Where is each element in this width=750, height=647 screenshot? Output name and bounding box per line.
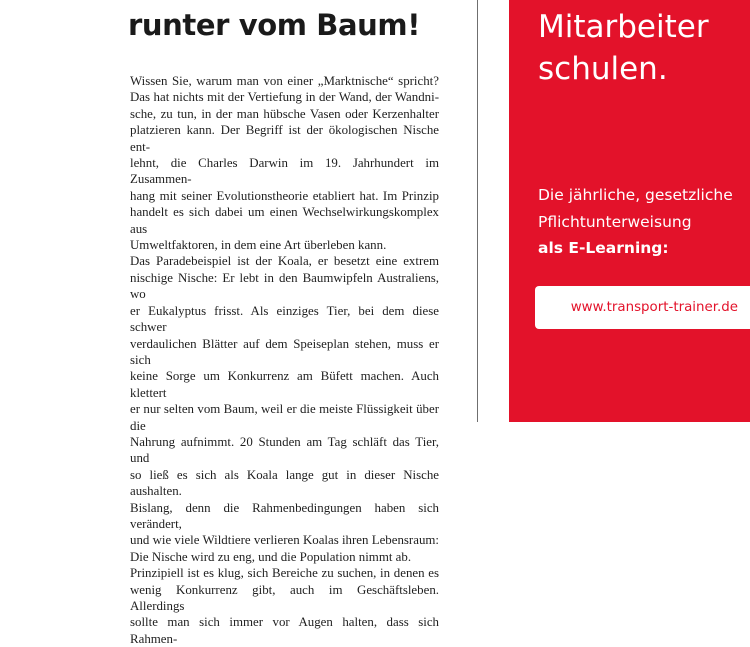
article-line: und wie viele Wildtiere verlieren Koalas ihren Lebensraum:: [130, 533, 439, 548]
ad-url-link[interactable]: www.transport-trainer.de: [570, 300, 738, 315]
ad-headline-line: Mitarbeiter: [538, 9, 709, 45]
article-heading: runter vom Baum!: [128, 8, 421, 42]
ad-headline: [538, 6, 709, 90]
ad-sub-line: Pflichtunterweisung: [538, 212, 692, 231]
article-line: Das hat nichts mit der Vertiefung in der Wand, der Wandni-: [130, 90, 439, 105]
article-line: lehnt, die Charles Darwin im 19. Jahrhundert im Zusammen-: [130, 156, 439, 187]
column-divider: [477, 0, 478, 422]
article-line: sche, zu tun, in der man hübsche Vasen oder Kerzenhalter: [130, 106, 439, 121]
ad-sub-line: Die jährliche, gesetzliche: [538, 186, 733, 204]
article-line: Wissen Sie, warum man von einer „Marktnische“ spricht?: [130, 74, 439, 88]
article-line: keine Sorge um Konkurrenz am Büfett machen. Auch klettert: [130, 369, 439, 400]
article-line: sollte man sich immer vor Augen halten, dass sich Rahmen-: [130, 615, 439, 646]
article-line: Prinzipiell ist es klug, sich Bereiche zu suchen, in denen es: [130, 566, 439, 581]
article-line: Die Nische wird zu eng, und die Population nimmt ab.: [130, 549, 412, 564]
article-line: er nur selten vom Baum, weil er die meiste Flüssigkeit über die: [130, 402, 439, 433]
article-line: hang mit seiner Evolutionstheorie etabliert hat. Im Prinzip: [130, 188, 439, 203]
article-line: er Eukalyptus frisst. Als einziges Tier, bei dem diese schwer: [130, 303, 439, 335]
ad-sub-bold: als E-Learning:: [538, 239, 669, 257]
article-line: Bislang, denn die Rahmenbedingungen haben sich verändert,: [130, 500, 439, 531]
article-body: [130, 73, 439, 647]
article-line: handelt es sich dabei um einen Wechselwirkungskomplex aus: [130, 205, 439, 236]
article-line: verdaulichen Blätter auf dem Speiseplan stehen, muss er sich: [130, 336, 439, 367]
ad-banner[interactable]: [509, 0, 750, 422]
article-line: nischige Nische: Er lebt in den Baumwipfeln Australiens, wo: [130, 270, 439, 302]
article-line: wenig Konkurrenz gibt, auch im Geschäftsleben. Allerdings: [130, 582, 439, 613]
article-line: so ließ es sich als Koala lange gut in dieser Nische aushalten.: [130, 467, 439, 499]
ad-subtext: [538, 182, 733, 262]
ad-url-button[interactable]: [535, 286, 750, 329]
ad-headline-line: schulen.: [538, 51, 668, 87]
article-line: Nahrung aufnimmt. 20 Stunden am Tag schläft das Tier, und: [130, 434, 439, 466]
article-line: Das Paradebeispiel ist der Koala, er besetzt eine extrem: [130, 254, 439, 269]
article-line: Umweltfaktoren, in dem eine Art überleben kann.: [130, 238, 387, 253]
article-line: platzieren kann. Der Begriff ist der ökologischen Nische ent-: [130, 123, 439, 154]
